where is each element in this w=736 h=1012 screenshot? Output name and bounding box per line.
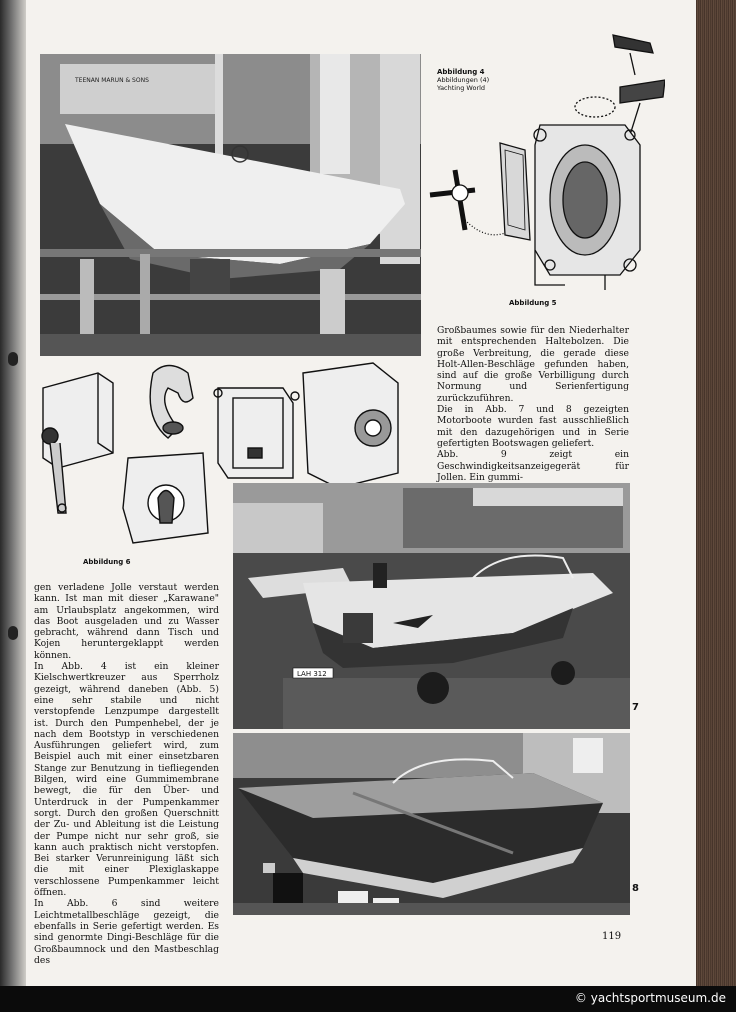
left-paragraph-3: In Abb. 6 sind weitere Leichtmetallbeschläge gezeigt, die ebenfalls in Serie gefertigt werden. Es sind genormte Dingi-Beschläge für die Großbaumnock und den Mastbeschlag des [34,898,219,966]
figure-4-credit-source: Yachting World [437,84,486,92]
right-paragraph-2: Die in Abb. 7 und 8 gezeigten Motorboote wurden fast ausschließlich mit den dazugehörigen und in Serie gefertigten Bootswagen geliefert. [437,404,629,449]
left-text-column [34,582,219,966]
left-paragraph-1: gen verladene Jolle verstaut werden kann. Ist man mit dieser „Karawane" am Urlaubsplatz angekommen, wird das Boot ausgeladen und zu Wasser gebracht, während dann Tisch und Kojen heruntergeklappt werden können. [34,582,219,661]
photo-sign-text: TEENAN MARUN & SONS [75,77,149,84]
watermark-text: © yachtsportmuseum.de [574,991,726,1005]
right-paragraph-3: Abb. 9 zeigt ein Geschwindigkeitsanzeigegerät für Jollen. Ein gummi- [437,449,629,483]
right-paragraph-1: Großbaumes sowie für den Niederhalter mit entsprechenden Haltebolzen. Die große Verbreitung, die gerade diese Holt-Allen-Beschläge gefunden haben, sind auf die große Verbilligung durch Normung und Serienfertigung zurückzuführen. [437,325,629,404]
figure-5-drawing [425,25,665,295]
figure-7-number: 7 [632,702,639,713]
binder-hole [8,352,18,366]
figure-6-caption: Abbildung 6 [83,558,131,566]
figure-8-number: 8 [632,883,639,894]
figure-8-photo [233,733,630,915]
watermark-bar [0,986,736,1012]
figure-4-credit: Abbildungen (4) [437,76,490,84]
boat-registration-plate: LAH 312 [297,670,327,678]
right-text-column [437,325,629,483]
binder-hole [8,626,18,640]
left-page-edge [0,0,26,986]
figure-5-caption: Abbildung 5 [509,299,557,307]
page-stack-edge [696,0,736,986]
figure-4-title: Abbildung 4 [437,68,485,76]
left-paragraph-2: In Abb. 4 ist ein kleiner Kielschwertkreuzer aus Sperrholz gezeigt, während daneben (Abb. 5) eine sehr stabile und nicht verstopfende Lenzpumpe dargestellt ist. Durch den Pumpenhebel, der je nach dem Bootstyp in verschiedenen Ausführungen geliefert wird, zum Beispiel auch mit einer einsetzbaren Stange zur Benutzung in tiefliegenden Bilgen, wird eine Gummimembrane bewegt, die für den Über- und Unterdruck in der Pumpenkammer sorgt. Durch den großen Querschnitt der Zu- und Ableitung ist die Leistung der Pumpe nicht nur sehr groß, sie kann auch praktisch nicht verstopfen. Bei starker Verunreinigung läßt sich die mit einer Plexiglaskappe verschlossene Pumpenkammer leicht öffnen. [34,661,219,899]
figure-7-photo [233,483,630,729]
page-number: 119 [602,931,622,942]
figure-4-photo [40,54,421,356]
